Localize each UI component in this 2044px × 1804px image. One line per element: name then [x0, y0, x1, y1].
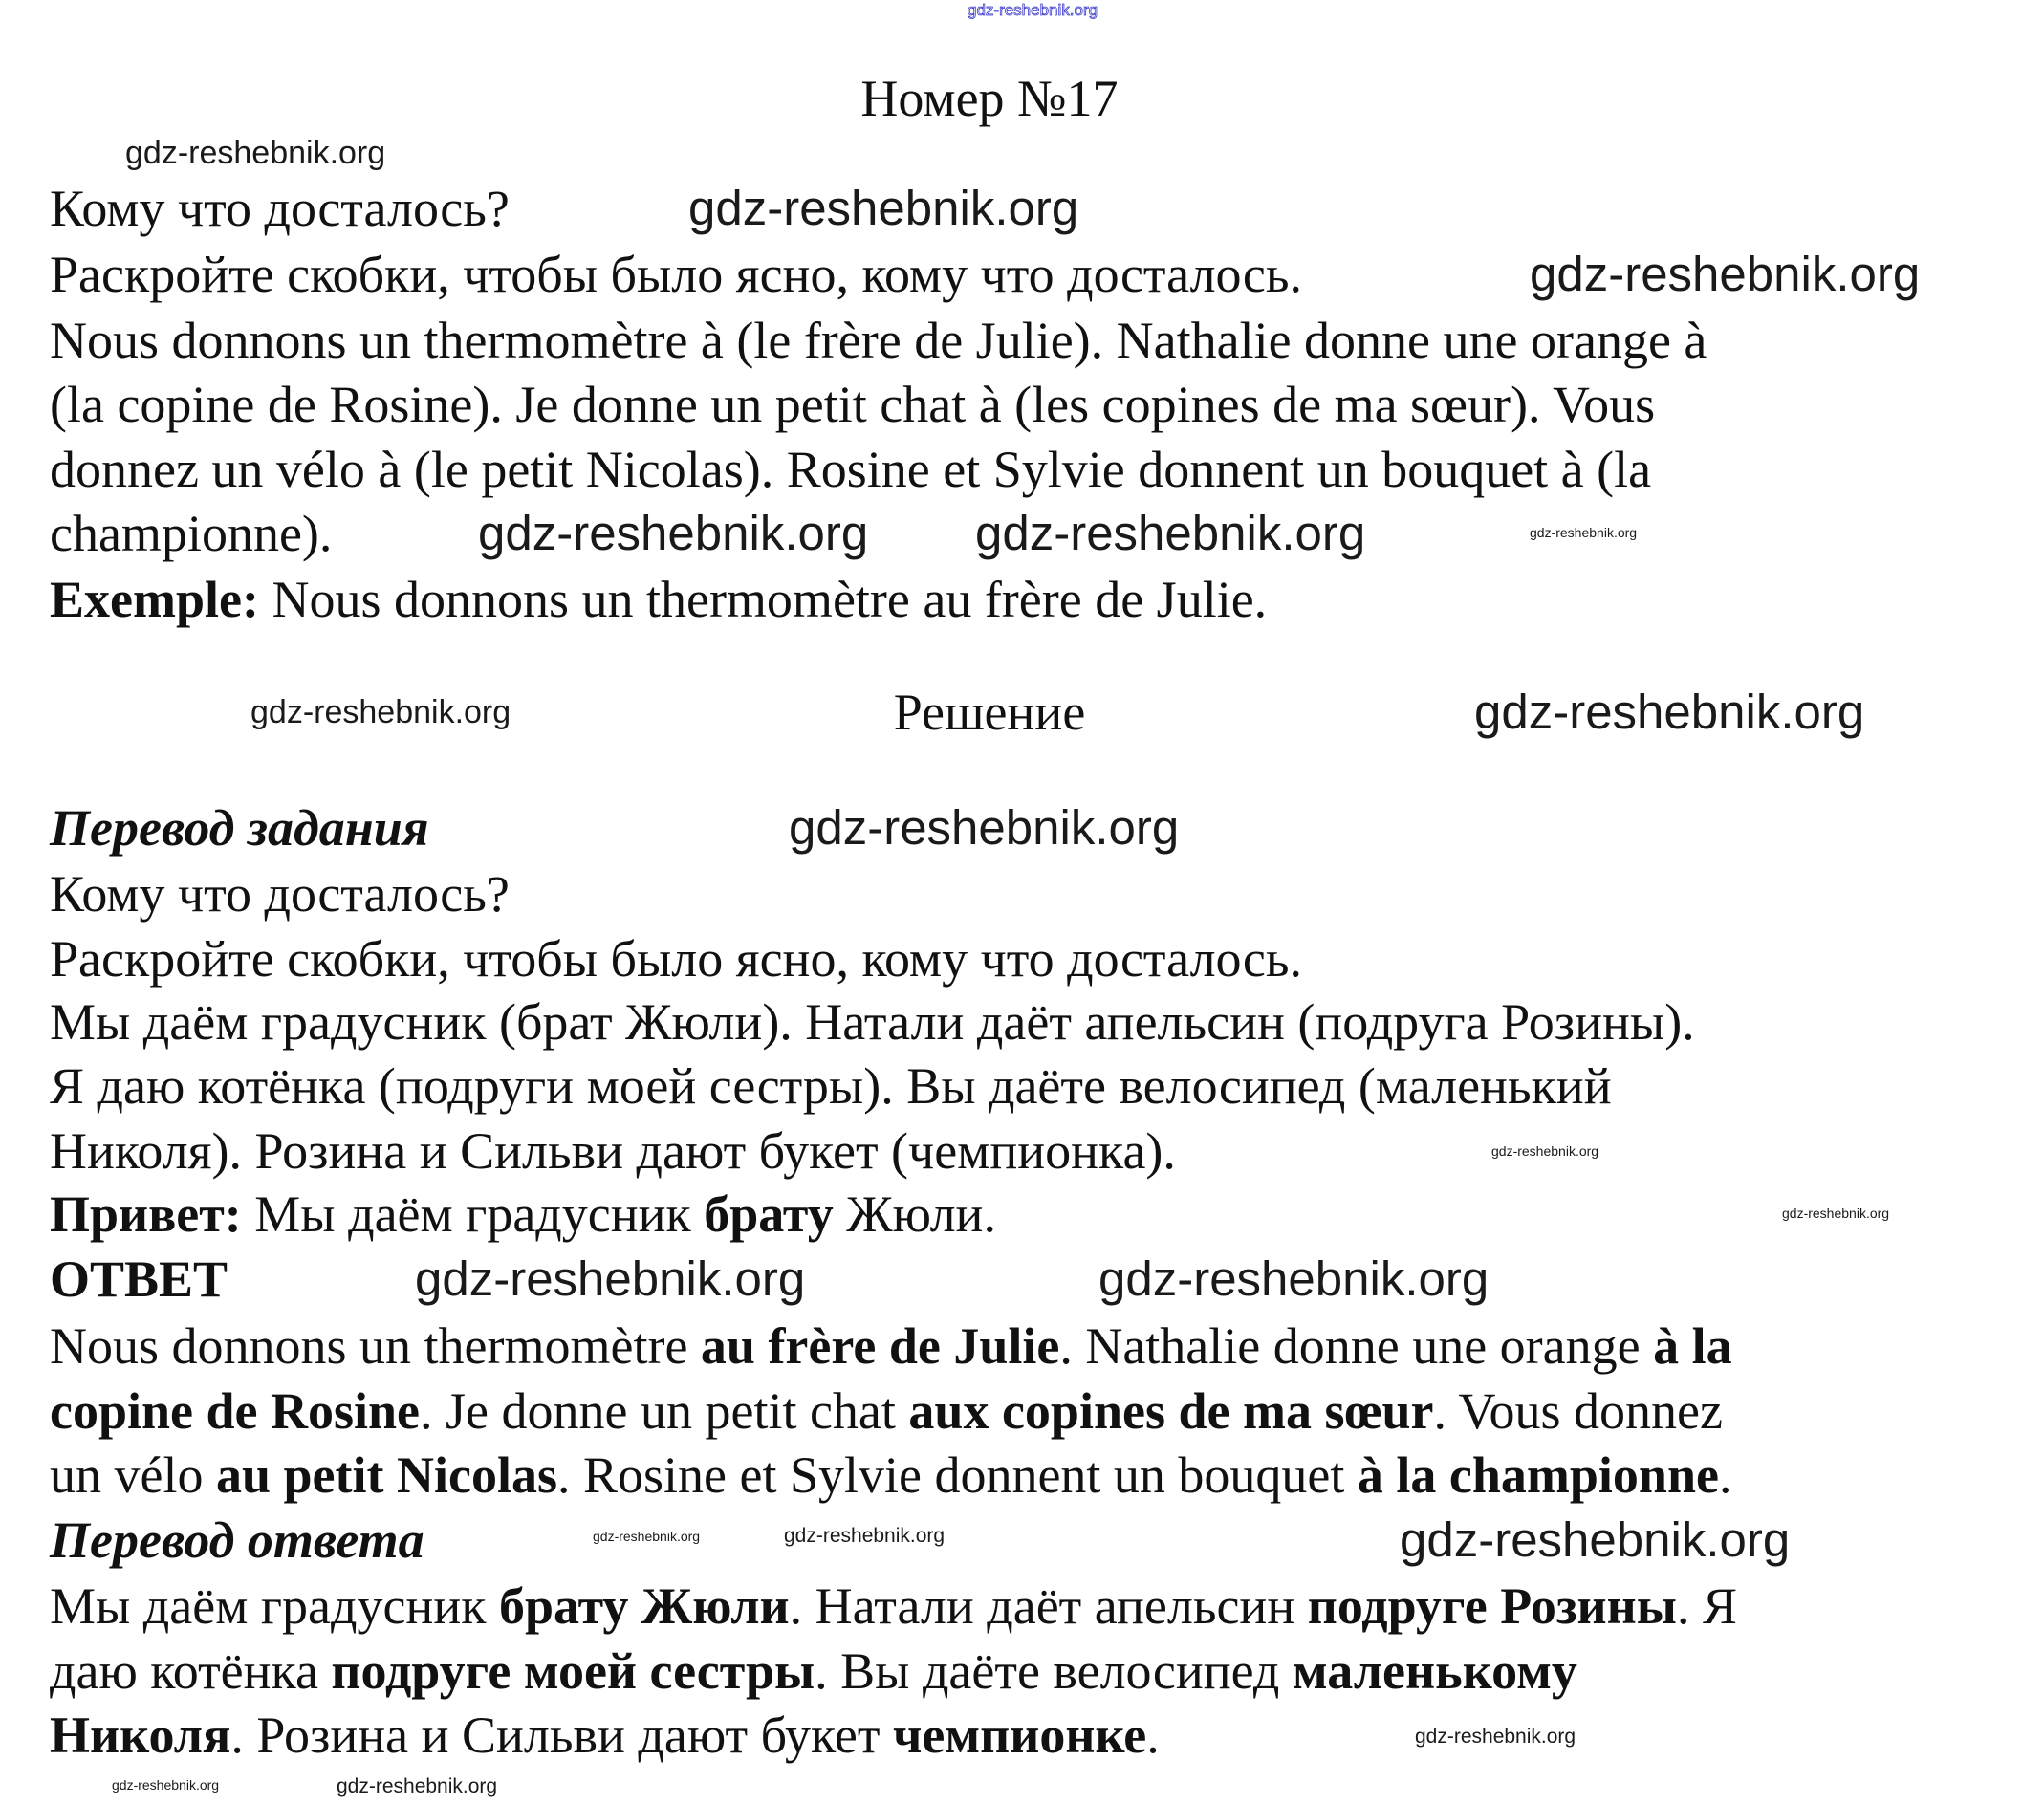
section-heading: Перевод ответа	[50, 1511, 424, 1569]
text-segment: Nous donnons un thermomètre au frère de Julie.	[258, 571, 1268, 628]
text-segment: championne).	[50, 505, 333, 562]
solution-line	[50, 926, 1302, 991]
watermark-text: gdz-reshebnik.org	[478, 506, 869, 560]
watermark-text: gdz-reshebnik.org	[1474, 685, 1865, 739]
solution-line	[50, 1247, 228, 1312]
text-segment: donnez un vélo à (le petit Nicolas). Rosine et Sylvie donnent un bouquet à (la	[50, 441, 1652, 498]
text-segment: . Rosine et Sylvie donnent un bouquet	[556, 1446, 1358, 1504]
text-segment: Мы даём градусник	[50, 1577, 499, 1635]
bold-text: au frère de Julie	[700, 1317, 1060, 1375]
text-segment: . Nathalie donne une orange	[1059, 1317, 1654, 1375]
task-line	[50, 437, 1651, 502]
watermark-text: gdz-reshebnik.org	[975, 506, 1366, 560]
text-segment: Я даю котёнка (подруги моей сестры). Вы даёте велосипед (маленький	[50, 1057, 1612, 1115]
bold-text: Николя	[50, 1706, 231, 1764]
text-segment: Раскройте скобки, чтобы было ясно, кому что досталось.	[50, 930, 1303, 988]
watermark-text: gdz-reshebnik.org	[1530, 525, 1638, 540]
bold-text: Exemple:	[50, 571, 259, 628]
text-segment: Мы даём градусник	[241, 1185, 705, 1243]
task-line	[50, 242, 1302, 307]
solution-heading: Решение	[893, 684, 1086, 741]
bold-text: подруге Розины	[1307, 1577, 1677, 1635]
task-line	[50, 567, 1267, 632]
watermark-text: gdz-reshebnik.org	[1782, 1206, 1890, 1221]
bold-text: aux copines de ma sœur	[908, 1382, 1434, 1440]
text-segment: Кому что досталось?	[50, 865, 510, 923]
watermark-text: gdz-reshebnik.org	[968, 1, 1098, 19]
text-segment: Мы даём градусник (брат Жюли). Натали даёт апельсин (подруга Розины).	[50, 993, 1695, 1051]
text-segment: (la copine de Rosine). Je donne un petit chat à (les copines de ma sœur). Vous	[50, 376, 1656, 433]
bold-text: чемпионке	[892, 1706, 1147, 1764]
bold-text: à la	[1653, 1317, 1732, 1375]
text-segment: . Розина и Сильви дают букет	[230, 1706, 893, 1764]
task-line	[50, 308, 1707, 373]
bold-text: брату Жюли	[498, 1577, 790, 1635]
solution-line	[50, 1574, 1737, 1639]
solution-line	[50, 861, 510, 926]
watermark-text: gdz-reshebnik.org	[593, 1529, 701, 1544]
watermark-text: gdz-reshebnik.org	[112, 1777, 220, 1793]
text-segment: Nous donnons un thermomètre à (le frère de Julie). Nathalie donne une orange à	[50, 312, 1707, 369]
solution-line	[50, 1639, 1577, 1704]
watermark-text: gdz-reshebnik.org	[1098, 1251, 1490, 1306]
bold-text: au petit Nicolas	[215, 1446, 557, 1504]
solution-line	[50, 1119, 1176, 1184]
solution-line	[50, 1379, 1723, 1444]
solution-line	[50, 1182, 996, 1247]
task-line	[50, 501, 332, 566]
task-line	[50, 372, 1655, 437]
watermark-text: gdz-reshebnik.org	[125, 135, 386, 171]
bold-text: ОТВЕТ	[50, 1250, 228, 1308]
watermark-text: gdz-reshebnik.org	[1530, 247, 1921, 301]
text-segment: Жюли.	[833, 1185, 996, 1243]
watermark-text: gdz-reshebnik.org	[1400, 1512, 1791, 1567]
text-segment: . Вы даёте велосипед	[815, 1642, 1293, 1700]
solution-line	[50, 1054, 1612, 1119]
solution-line	[50, 795, 429, 860]
text-segment: Николя). Розина и Сильви дают букет (чемпионка).	[50, 1122, 1176, 1180]
text-segment: . Я	[1676, 1577, 1737, 1635]
page-title: Номер №17	[860, 70, 1119, 127]
solution-line	[50, 1703, 1160, 1768]
bold-text: брату	[704, 1185, 834, 1243]
bold-text: Привет:	[50, 1185, 242, 1243]
bold-text: маленькому	[1292, 1642, 1577, 1700]
watermark-text: gdz-reshebnik.org	[415, 1251, 806, 1306]
watermark-text: gdz-reshebnik.org	[688, 181, 1079, 235]
solution-line	[50, 1443, 1731, 1508]
text-segment: . Je donne un petit chat	[420, 1382, 909, 1440]
text-segment: Раскройте скобки, чтобы было ясно, кому что досталось.	[50, 246, 1303, 303]
solution-line	[50, 989, 1695, 1054]
solution-line	[50, 1314, 1732, 1379]
bold-text: подруге моей сестры	[331, 1642, 815, 1700]
watermark-text: gdz-reshebnik.org	[337, 1775, 498, 1797]
watermark-text: gdz-reshebnik.org	[784, 1525, 946, 1547]
bold-text: à la championne	[1357, 1446, 1719, 1504]
text-segment: . Натали даёт апельсин	[789, 1577, 1308, 1635]
watermark-text: gdz-reshebnik.org	[250, 694, 511, 730]
solution-line	[50, 1508, 424, 1573]
text-segment: даю котёнка	[50, 1642, 332, 1700]
task-line	[50, 176, 510, 241]
watermark-text: gdz-reshebnik.org	[1491, 1143, 1599, 1159]
section-heading: Перевод задания	[50, 799, 429, 857]
text-segment: .	[1146, 1706, 1160, 1764]
text-segment: . Vous donnez	[1433, 1382, 1723, 1440]
bold-text: copine de Rosine	[50, 1382, 421, 1440]
text-segment: Nous donnons un thermomètre	[50, 1317, 701, 1375]
text-segment: Кому что досталось?	[50, 180, 510, 237]
text-segment: .	[1718, 1446, 1732, 1504]
watermark-text: gdz-reshebnik.org	[1415, 1726, 1576, 1748]
text-segment: un vélo	[50, 1446, 216, 1504]
watermark-text: gdz-reshebnik.org	[789, 800, 1180, 855]
